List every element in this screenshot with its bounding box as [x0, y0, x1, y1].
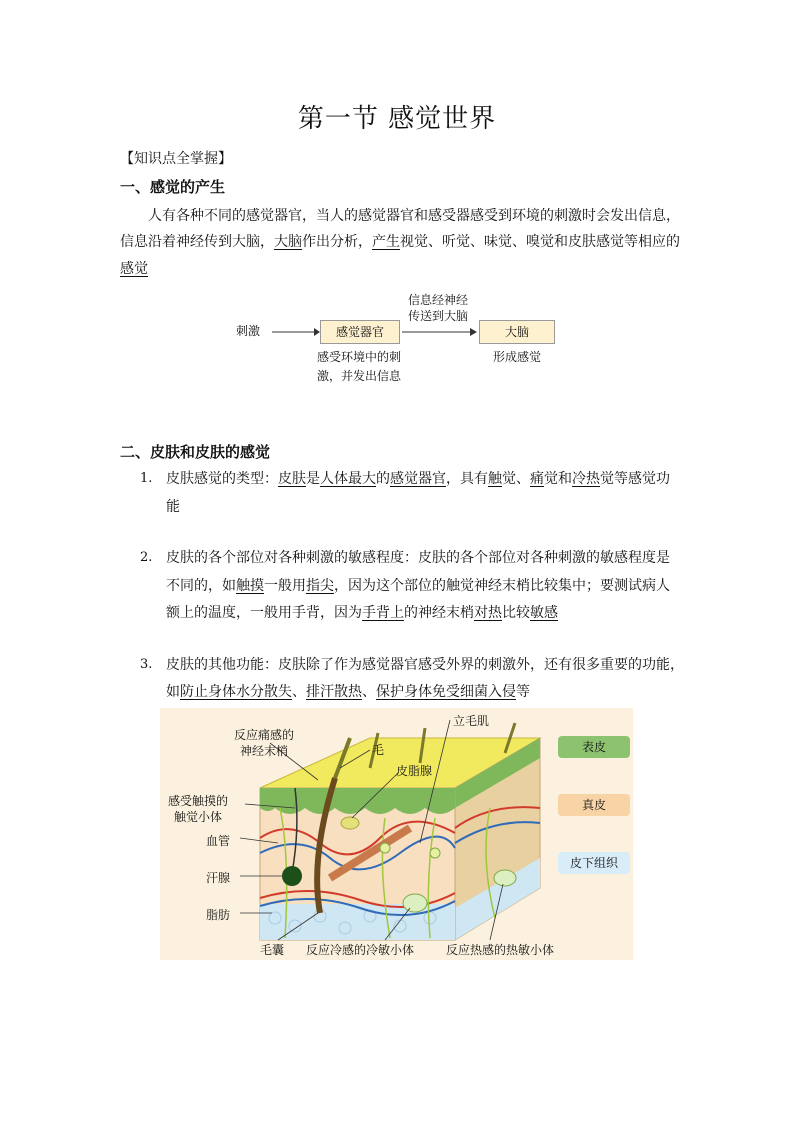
label-touch-corpuscle-2: 触觉小体: [174, 810, 223, 824]
label-sebaceous-gland: 皮脂腺: [396, 764, 433, 778]
label-fat: 脂肪: [206, 908, 231, 922]
flow-brain-box: 大脑: [479, 320, 555, 344]
label-pain-ending-1: 反应痛感的: [234, 728, 295, 742]
item1-line1: 皮肤感觉的类型：皮肤是人体最大的感觉器官，具有触觉、痛觉和冷热觉等感觉功: [166, 471, 670, 487]
arrow-right-icon: [270, 322, 322, 342]
section1-heading: 一、感觉的产生: [120, 178, 226, 196]
label-blood-vessel: 血管: [206, 834, 231, 848]
item1-line2: 能: [166, 499, 180, 515]
flow-nerve-label-2: 传送到大脑: [407, 309, 468, 323]
knowledge-header: 【知识点全掌握】: [120, 151, 232, 167]
section1-para-line3: 感觉: [120, 261, 148, 277]
item3-number: 3.: [140, 657, 153, 672]
flow-organ-box: 感觉器官: [320, 320, 400, 344]
label-arrector-muscle: 立毛肌: [453, 714, 490, 728]
legend-dermis: 真皮: [558, 794, 630, 816]
item1-number: 1.: [140, 471, 153, 486]
flow-organ-note-2: 激，并发出信息: [316, 369, 401, 383]
page-title: 第一节 感觉世界: [297, 104, 497, 134]
label-hair: 毛: [372, 743, 385, 757]
item3-line1: 皮肤的其他功能：皮肤除了作为感觉器官感受外界的刺激外，还有很多重要的功能，: [166, 657, 684, 673]
flow-stimulus: 刺激: [236, 324, 261, 338]
label-heat-corpuscle: 反应热感的热敏小体: [446, 943, 555, 957]
flow-organ-note-1: 感受环境中的刺: [316, 350, 401, 364]
section1-para-line1: 人有各种不同的感觉器官，当人的感觉器官和感受器感受到环境的刺激时会发出信息，: [148, 208, 680, 224]
item3-line2: 如防止身体水分散失、排汗散热、保护身体免受细菌入侵等: [166, 684, 530, 700]
section1-para-line2: 信息沿着神经传到大脑，大脑作出分析，产生视觉、听觉、味觉、嗅觉和皮肤感觉等相应的: [120, 234, 680, 250]
flow-nerve-label-1: 信息经神经: [407, 293, 468, 307]
item2-line3: 额上的温度，一般用手背，因为手背上的神经末梢对热比较敏感: [166, 605, 558, 621]
legend-subcutis: 皮下组织: [558, 852, 630, 874]
item2-number: 2.: [140, 550, 153, 565]
label-hair-follicle: 毛囊: [260, 943, 285, 957]
label-touch-corpuscle-1: 感受触摸的: [168, 794, 229, 808]
section2-heading: 二、皮肤和皮肤的感觉: [120, 443, 271, 461]
label-pain-ending-2: 神经末梢: [240, 744, 289, 758]
item2-line2: 不同的，如触摸一般用指尖，因为这个部位的触觉神经末梢比较集中；要测试病人: [166, 578, 670, 594]
label-cold-corpuscle: 反应冷感的冷敏小体: [306, 943, 415, 957]
skin-diagram: [160, 708, 633, 960]
label-sweat-gland: 汗腺: [206, 871, 231, 885]
flow-brain-note: 形成感觉: [492, 350, 541, 364]
item2-line1: 皮肤的各个部位对各种刺激的敏感程度：皮肤的各个部位对各种刺激的敏感程度是: [166, 550, 670, 566]
arrow-right-icon: [400, 322, 480, 342]
legend-epidermis: 表皮: [558, 736, 630, 758]
